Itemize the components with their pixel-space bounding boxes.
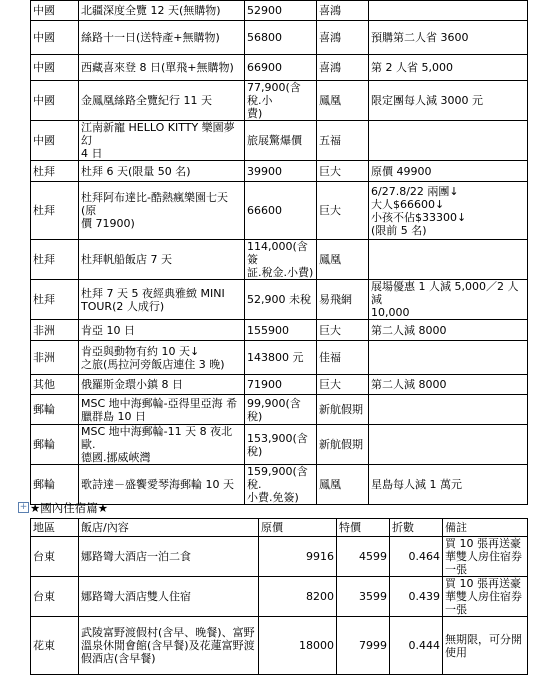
hotel-header-row	[31, 519, 528, 537]
section-title: ★國內住宿篇★	[30, 501, 109, 515]
tour-row	[31, 341, 528, 375]
hotel-remarks-cell: 買 10 張再送豪華雙人房住宿券一張	[443, 577, 528, 617]
tour-row	[31, 395, 528, 425]
hotel-remarks-cell: 無期限，可分開使用	[443, 617, 528, 675]
note-cell: 原價 49900	[369, 161, 528, 182]
region-cell: 中國	[31, 121, 79, 161]
hotel-price-cell: 8200	[259, 577, 337, 617]
region-cell: 杜拜	[31, 182, 79, 240]
tour-row	[31, 240, 528, 280]
price-cell: 99,900(含稅)	[245, 395, 317, 425]
hotel-region-cell: 台東	[31, 537, 79, 577]
note-cell: 星島每人減 1 萬元	[369, 465, 528, 505]
tour-row	[31, 280, 528, 320]
hotel-name-cell: 武陵富野渡假村(含早、晚餐)、富野溫泉休閒會館(含早餐)及花蓮富野渡假酒店(含早餐)	[79, 617, 259, 675]
tour-row	[31, 375, 528, 395]
agency-cell: 易飛網	[317, 280, 369, 320]
hotel-region-cell: 台東	[31, 577, 79, 617]
note-cell: 6/27.8/22 兩團↓ 大人$66600↓ 小孩不佔$33300↓ (限前 5 名)	[369, 182, 528, 240]
header-region: 地區	[31, 519, 79, 537]
price-cell: 155900	[245, 320, 317, 341]
note-cell	[369, 1, 528, 21]
note-cell	[369, 240, 528, 280]
header-hotel: 飯店/內容	[79, 519, 259, 537]
tour-row	[31, 320, 528, 341]
region-cell: 杜拜	[31, 280, 79, 320]
agency-cell: 巨大	[317, 320, 369, 341]
agency-cell: 巨大	[317, 161, 369, 182]
hotel-discount-cell: 0.439	[390, 577, 443, 617]
note-cell: 第二人減 8000	[369, 375, 528, 395]
price-cell: 159,900(含稅. 小費.免簽)	[245, 465, 317, 505]
tour-row	[31, 121, 528, 161]
hotel-region-cell: 花東	[31, 617, 79, 675]
hotel-row	[31, 577, 528, 617]
table-move-handle-icon[interactable]: +	[19, 502, 28, 512]
region-cell: 郵輪	[31, 425, 79, 465]
product-cell: 肯亞與動物有約 10 天↓ 之旅(馬拉河旁飯店連住 3 晚)	[79, 341, 245, 375]
hotel-special-cell: 3599	[337, 577, 390, 617]
agency-cell: 新航假期	[317, 395, 369, 425]
price-cell: 114,000(含簽 証.稅金.小費)	[245, 240, 317, 280]
product-cell: MSC 地中海郵輪-11 天 8 夜北歐. 德國.挪威峽灣	[79, 425, 245, 465]
hotel-remarks-cell: 買 10 張再送豪華雙人房住宿券一張	[443, 537, 528, 577]
tour-row	[31, 21, 528, 55]
product-cell: 金鳳凰絲路全覽紀行 11 天	[79, 81, 245, 121]
product-cell: 俄羅斯金環小鎮 8 日	[79, 375, 245, 395]
hotel-row	[31, 617, 528, 675]
header-remarks: 備註	[443, 519, 528, 537]
price-cell: 71900	[245, 375, 317, 395]
region-cell: 郵輪	[31, 395, 79, 425]
tour-row	[31, 182, 528, 240]
product-cell: 歌詩達－盛饗愛琴海郵輪 10 天	[79, 465, 245, 505]
note-cell: 第 2 人省 5,000	[369, 55, 528, 81]
header-price: 原價	[259, 519, 337, 537]
price-cell: 39900	[245, 161, 317, 182]
hotel-table-body	[31, 519, 528, 675]
agency-cell: 佳福	[317, 341, 369, 375]
price-cell: 旅展驚爆價	[245, 121, 317, 161]
agency-cell: 五福	[317, 121, 369, 161]
tour-row	[31, 81, 528, 121]
note-cell	[369, 395, 528, 425]
agency-cell: 巨大	[317, 375, 369, 395]
product-cell: 江南新寵 HELLO KITTY 樂園夢幻 4 日	[79, 121, 245, 161]
hotel-price-cell: 9916	[259, 537, 337, 577]
product-cell: 杜拜 6 天(限量 50 名)	[79, 161, 245, 182]
region-cell: 中國	[31, 81, 79, 121]
hotel-special-cell: 7999	[337, 617, 390, 675]
note-cell: 預購第二人省 3600	[369, 21, 528, 55]
price-cell: 153,900(含稅)	[245, 425, 317, 465]
agency-cell: 巨大	[317, 182, 369, 240]
price-cell: 52900	[245, 1, 317, 21]
price-cell: 66900	[245, 55, 317, 81]
agency-cell: 鳳凰	[317, 81, 369, 121]
tour-row	[31, 465, 528, 505]
hotel-special-cell: 4599	[337, 537, 390, 577]
hotel-name-cell: 娜路彎大酒店一泊二食	[79, 537, 259, 577]
tour-table	[30, 0, 528, 505]
region-cell: 中國	[31, 1, 79, 21]
tour-table-body	[31, 1, 528, 505]
product-cell: 杜拜帆船飯店 7 天	[79, 240, 245, 280]
agency-cell: 喜鴻	[317, 1, 369, 21]
note-cell	[369, 121, 528, 161]
agency-cell: 新航假期	[317, 425, 369, 465]
product-cell: 絲路十一日(送特產+無購物)	[79, 21, 245, 55]
region-cell: 中國	[31, 21, 79, 55]
note-cell: 第二人減 8000	[369, 320, 528, 341]
hotel-table	[30, 518, 528, 675]
price-cell: 66600	[245, 182, 317, 240]
region-cell: 非洲	[31, 320, 79, 341]
region-cell: 郵輪	[31, 465, 79, 505]
hotel-row	[31, 537, 528, 577]
hotel-name-cell: 娜路彎大酒店雙人住宿	[79, 577, 259, 617]
product-cell: 杜拜 7 天 5 夜經典雅緻 MINI TOUR(2 人成行)	[79, 280, 245, 320]
price-cell: 77,900(含稅.小 費)	[245, 81, 317, 121]
header-special: 特價	[337, 519, 390, 537]
region-cell: 杜拜	[31, 161, 79, 182]
tour-row	[31, 1, 528, 21]
tour-row	[31, 161, 528, 182]
tour-row	[31, 425, 528, 465]
note-cell	[369, 425, 528, 465]
note-cell: 限定團每人減 3000 元	[369, 81, 528, 121]
region-cell: 其他	[31, 375, 79, 395]
hotel-price-cell: 18000	[259, 617, 337, 675]
hotel-discount-cell: 0.464	[390, 537, 443, 577]
tour-row	[31, 55, 528, 81]
note-cell	[369, 341, 528, 375]
note-cell: 展場優惠 1 人減 5,000／2 人減 10,000	[369, 280, 528, 320]
region-cell: 杜拜	[31, 240, 79, 280]
agency-cell: 喜鴻	[317, 55, 369, 81]
agency-cell: 鳳凰	[317, 240, 369, 280]
price-cell: 52,900 未稅	[245, 280, 317, 320]
product-cell: 杜拜阿布達比-酷熱瘋樂園七天(原 價 71900)	[79, 182, 245, 240]
agency-cell: 喜鴻	[317, 21, 369, 55]
region-cell: 非洲	[31, 341, 79, 375]
product-cell: 肯亞 10 日	[79, 320, 245, 341]
agency-cell: 鳳凰	[317, 465, 369, 505]
hotel-discount-cell: 0.444	[390, 617, 443, 675]
price-cell: 143800 元	[245, 341, 317, 375]
region-cell: 中國	[31, 55, 79, 81]
product-cell: 北疆深度全覽 12 天(無購物)	[79, 1, 245, 21]
product-cell: MSC 地中海郵輪-亞得里亞海 希 臘群島 10 日	[79, 395, 245, 425]
product-cell: 西藏喜來登 8 日(單飛+無購物)	[79, 55, 245, 81]
header-discount: 折數	[390, 519, 443, 537]
price-cell: 56800	[245, 21, 317, 55]
